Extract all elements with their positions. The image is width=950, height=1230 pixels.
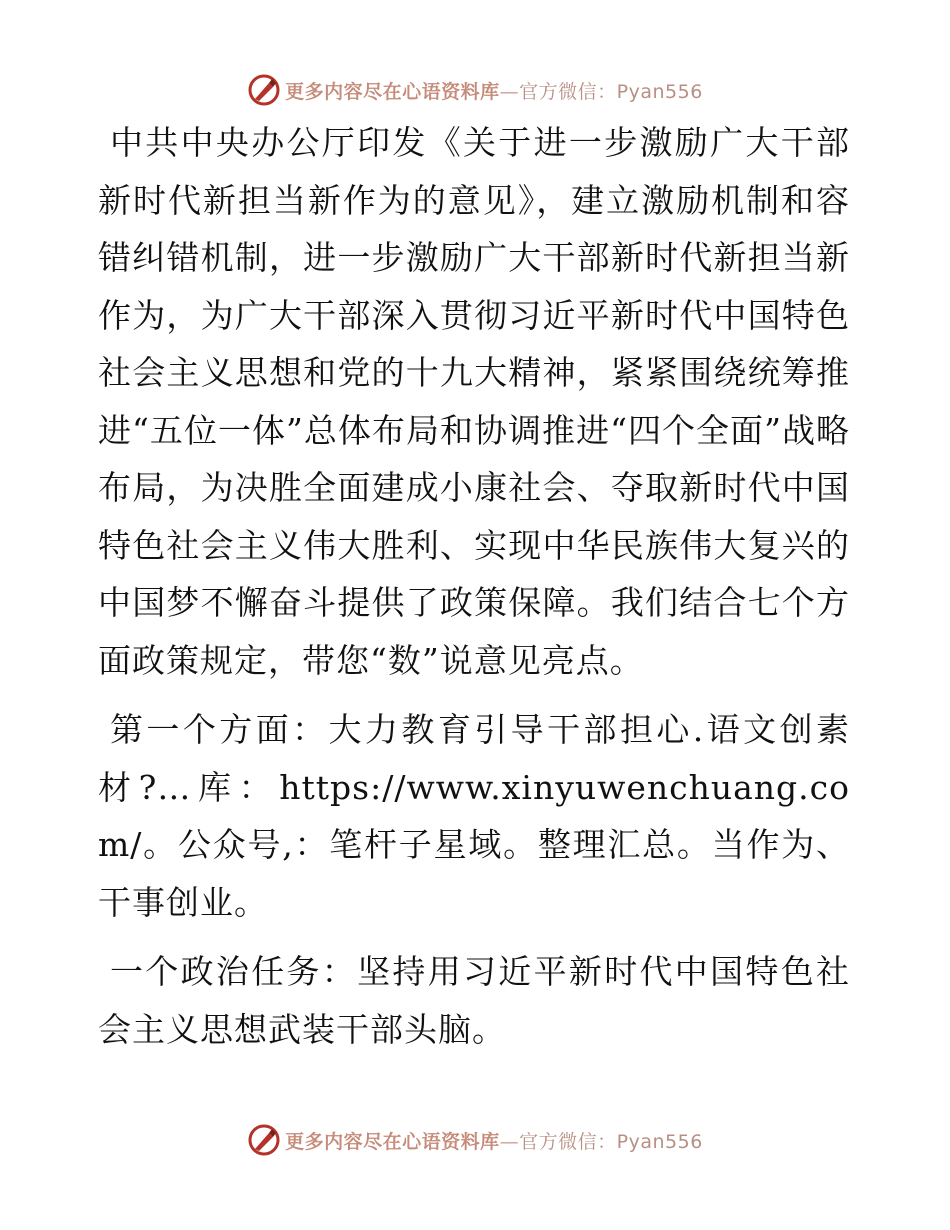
header-banner bbox=[0, 70, 950, 110]
footer-sep-text: — bbox=[499, 1130, 520, 1153]
paragraph-aspect-one: 第一个方面：大力教育引导干部担心.语文创素材?…库：https://www.xinyuwenchuang.com/。公众号,：笔杆子星域。整理汇总。当作为、干事创业。 bbox=[98, 710, 850, 922]
footer-banner-text bbox=[285, 1127, 703, 1154]
footer-banner bbox=[0, 1120, 950, 1160]
document-body bbox=[98, 114, 850, 1070]
header-wechat-text: 官方微信：Pyan556 bbox=[519, 80, 703, 103]
header-banner-text bbox=[285, 77, 703, 104]
pen-logo-icon bbox=[247, 1123, 281, 1157]
paragraph-political-task: 一个政治任务：坚持用习近平新时代中国特色社会主义思想武装干部头脑。 bbox=[98, 952, 850, 1049]
footer-wechat-text: 官方微信：Pyan556 bbox=[519, 1130, 703, 1153]
paragraph-intro: 中共中央办公厅印发《关于进一步激励广大干部新时代新担当新作为的意见》，建立激励机制和容错纠错机制，进一步激励广大干部新时代新担当新作为，为广大干部深入贯彻习近平新时代中国特色社会主义思想和党的十九大精神，紧紧围绕统筹推进“五位一体”总体布局和协调推进“四个全面”战略布局，为决胜全面建成小康社会、夺取新时代中国特色社会主义伟大胜利、实现中华民族伟大复兴的中国梦不懈奋斗提供了政策保障。我们结合七个方面政策规定，带您“数”说意见亮点。 bbox=[98, 123, 850, 680]
header-brand-text: 更多内容尽在心语资料库 bbox=[285, 80, 500, 103]
footer-brand-text: 更多内容尽在心语资料库 bbox=[285, 1130, 500, 1153]
pen-logo-icon bbox=[247, 73, 281, 107]
header-sep-text: — bbox=[499, 80, 520, 103]
